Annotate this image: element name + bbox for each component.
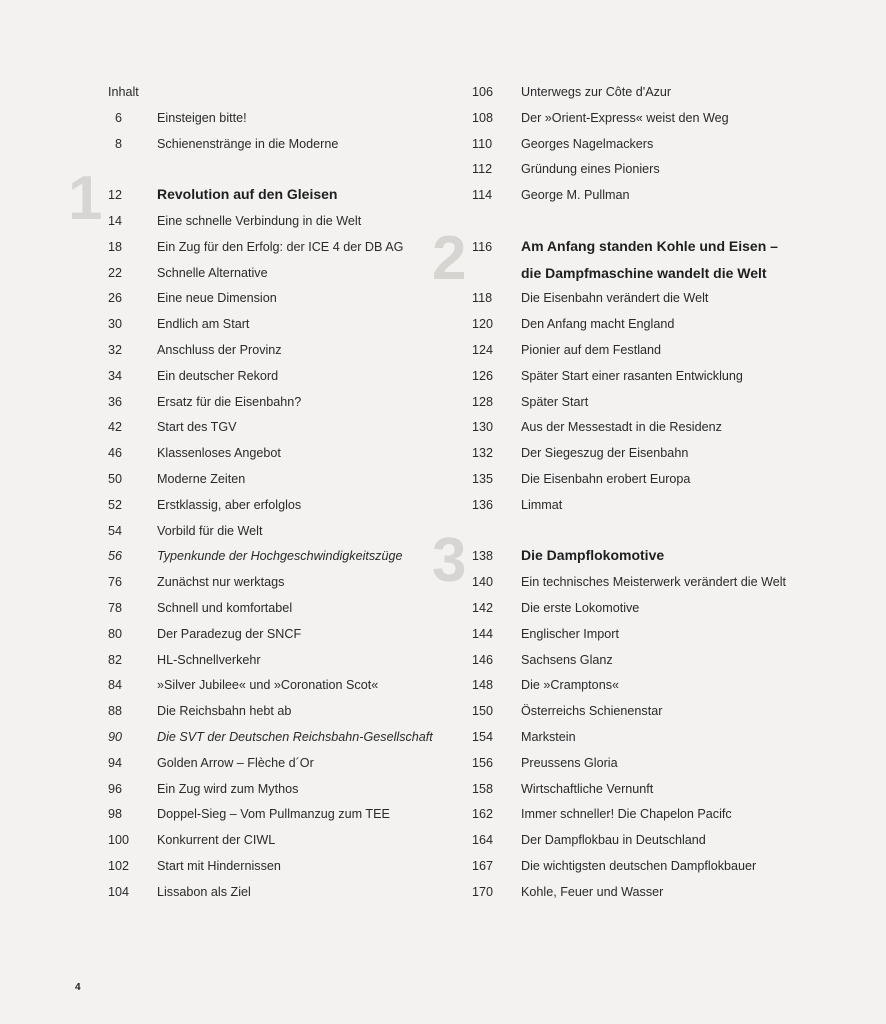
toc-entry[interactable] — [108, 213, 438, 239]
toc-page: 110 — [472, 136, 493, 151]
toc-page: 22 — [108, 265, 123, 280]
toc-chapter-entry[interactable] — [108, 187, 438, 213]
toc-title: Die Eisenbahn verändert die Welt — [521, 291, 709, 306]
toc-entry[interactable] — [472, 755, 802, 781]
toc-page: 135 — [472, 471, 494, 486]
toc-entry[interactable] — [108, 394, 438, 420]
toc-entry[interactable] — [108, 419, 438, 445]
toc-title: Aus der Messestadt in die Residenz — [521, 420, 722, 435]
toc-page: 14 — [108, 213, 123, 228]
toc-entry[interactable] — [472, 342, 802, 368]
toc-page: 84 — [108, 678, 123, 693]
toc-chapter-title-continuation[interactable] — [472, 265, 802, 291]
toc-page: 142 — [472, 600, 494, 615]
toc-page: 170 — [472, 884, 494, 899]
toc-title: Eine neue Dimension — [157, 291, 277, 306]
toc-chapter-title: Am Anfang standen Kohle und Eisen – — [521, 237, 778, 254]
toc-header-label: Inhalt — [108, 85, 139, 99]
toc-title: Ein technisches Meisterwerk verändert die Welt — [521, 575, 787, 590]
toc-title: Sachsens Glanz — [521, 652, 613, 667]
toc-title: Ersatz für die Eisenbahn? — [157, 394, 302, 409]
toc-page: 76 — [108, 575, 123, 590]
toc-page: 36 — [108, 394, 123, 409]
toc-title: Moderne Zeiten — [157, 471, 246, 486]
toc-entry[interactable] — [108, 342, 438, 368]
toc-page: 12 — [108, 188, 123, 203]
toc-title: Schienenstränge in die Moderne — [157, 136, 339, 151]
toc-title: Vorbild für die Welt — [157, 523, 263, 538]
toc-entry[interactable] — [108, 445, 438, 471]
toc-page: 162 — [472, 807, 494, 822]
toc-page: 132 — [472, 446, 494, 461]
toc-title: Pionier auf dem Festland — [521, 342, 662, 357]
toc-title: Die erste Lokomotive — [521, 600, 640, 615]
toc-title: Ein deutscher Rekord — [157, 368, 279, 383]
toc-chapter-title: Die Dampflokomotive — [521, 547, 665, 564]
toc-left-column — [108, 84, 438, 910]
toc-page: 106 — [472, 85, 494, 99]
toc-entry[interactable] — [472, 290, 802, 316]
toc-page: 148 — [472, 678, 494, 693]
toc-title: Typenkunde der Hochgeschwindigkeitszüge — [157, 549, 403, 564]
toc-title: Start des TGV — [157, 420, 237, 435]
toc-page: 98 — [108, 807, 123, 822]
toc-title: Anschluss der Provinz — [157, 342, 282, 357]
toc-page: 126 — [472, 368, 494, 383]
toc-page: 120 — [472, 317, 494, 332]
toc-entry[interactable] — [472, 471, 802, 497]
toc-entry[interactable] — [472, 703, 802, 729]
toc-title: Die Eisenbahn erobert Europa — [521, 471, 691, 486]
toc-title: Ein Zug für den Erfolg: der ICE 4 der DB AG — [157, 239, 404, 254]
toc-title: »Silver Jubilee« und »Coronation Scot« — [157, 678, 379, 693]
toc-entry[interactable] — [472, 161, 802, 187]
toc-page: 82 — [108, 652, 123, 667]
toc-entry[interactable] — [472, 729, 802, 755]
toc-title: Immer schneller! Die Chapelon Pacifc — [521, 807, 732, 822]
toc-entry[interactable] — [108, 471, 438, 497]
toc-title: Doppel-Sieg – Vom Pullmanzug zum TEE — [157, 807, 390, 822]
toc-page: 100 — [108, 833, 130, 848]
toc-title: Die wichtigsten deutschen Dampflokbauer — [521, 858, 757, 873]
toc-page: 56 — [108, 549, 123, 564]
toc-entry[interactable] — [472, 368, 802, 394]
toc-title: Konkurrent der CIWL — [157, 833, 276, 848]
toc-entry[interactable] — [108, 497, 438, 523]
toc-title: Start mit Hindernissen — [157, 858, 281, 873]
toc-page: 30 — [108, 317, 123, 332]
toc-entry[interactable] — [472, 497, 802, 523]
toc-entry[interactable] — [108, 703, 438, 729]
toc-entry[interactable] — [472, 781, 802, 807]
toc-title: Der Siegeszug der Eisenbahn — [521, 446, 689, 461]
toc-title: HL-Schnellverkehr — [157, 652, 261, 667]
toc-title: George M. Pullman — [521, 188, 630, 203]
chapter-number-3: 3 — [432, 526, 467, 595]
toc-title: Endlich am Start — [157, 317, 250, 332]
toc-page: 140 — [472, 575, 494, 590]
toc-entry[interactable] — [472, 806, 802, 832]
toc-chapter-title: Revolution auf den Gleisen — [157, 186, 338, 203]
toc-entry[interactable] — [108, 832, 438, 858]
toc-title: Später Start einer rasanten Entwicklung — [521, 368, 743, 383]
toc-entry[interactable] — [472, 858, 802, 884]
toc-entry[interactable] — [108, 755, 438, 781]
toc-page: 112 — [472, 162, 493, 177]
toc-spacer — [108, 161, 438, 187]
toc-title: Die SVT der Deutschen Reichsbahn-Gesellschaft — [157, 729, 433, 744]
toc-page: 18 — [108, 239, 123, 254]
toc-entry[interactable] — [108, 600, 438, 626]
toc-entry[interactable] — [108, 290, 438, 316]
toc-title: Kohle, Feuer und Wasser — [521, 884, 664, 899]
toc-page: 26 — [108, 291, 123, 306]
toc-title: Markstein — [521, 729, 576, 744]
toc-entry[interactable] — [108, 136, 438, 162]
toc-entry[interactable] — [108, 884, 438, 910]
toc-title: Wirtschaftliche Vernunft — [521, 781, 654, 796]
toc-entry[interactable] — [472, 832, 802, 858]
toc-page: 150 — [472, 704, 494, 719]
toc-page: 32 — [108, 342, 123, 357]
toc-page: 50 — [108, 471, 123, 486]
toc-entry[interactable] — [472, 574, 802, 600]
toc-page: 130 — [472, 420, 494, 435]
toc-entry[interactable] — [108, 316, 438, 342]
toc-entry[interactable] — [108, 574, 438, 600]
toc-title: Limmat — [521, 497, 563, 512]
toc-title: Später Start — [521, 394, 589, 409]
toc-page: 118 — [472, 291, 493, 306]
toc-spacer — [472, 213, 802, 239]
toc-entry[interactable] — [472, 884, 802, 910]
toc-title: Die »Cramptons« — [521, 678, 619, 693]
toc-page: 116 — [472, 239, 493, 254]
toc-entry[interactable] — [472, 187, 802, 213]
toc-entry[interactable] — [472, 394, 802, 420]
toc-title: Ein Zug wird zum Mythos — [157, 781, 299, 796]
toc-page: 167 — [472, 858, 494, 873]
toc-entry[interactable] — [108, 858, 438, 884]
toc-page: 78 — [108, 600, 123, 615]
toc-title: Lissabon als Ziel — [157, 884, 251, 899]
toc-entry[interactable] — [472, 445, 802, 471]
toc-title: Gründung eines Pioniers — [521, 162, 660, 177]
toc-page: 164 — [472, 833, 494, 848]
toc-title: Klassenloses Angebot — [157, 446, 281, 461]
toc-title: Den Anfang macht England — [521, 317, 675, 332]
toc-page: 124 — [472, 342, 494, 357]
toc-entry[interactable] — [108, 677, 438, 703]
toc-entry[interactable] — [108, 239, 438, 265]
toc-entry[interactable] — [472, 419, 802, 445]
toc-page: 138 — [472, 549, 494, 564]
toc-page: 102 — [108, 858, 130, 873]
toc-page: 80 — [108, 626, 123, 641]
toc-entry-italic[interactable] — [108, 729, 438, 755]
toc-title: Einsteigen bitte! — [157, 110, 247, 125]
toc-title: Zunächst nur werktags — [157, 575, 285, 590]
page-number: 4 — [75, 982, 81, 993]
toc-right-column — [472, 84, 802, 910]
toc-page: 96 — [108, 781, 123, 796]
toc-title: Georges Nagelmackers — [521, 136, 654, 151]
toc-page: 52 — [108, 497, 123, 512]
toc-title: Preussens Gloria — [521, 755, 618, 770]
toc-entry[interactable] — [472, 110, 802, 136]
toc-header — [108, 84, 438, 110]
toc-entry[interactable] — [472, 626, 802, 652]
toc-spacer — [472, 523, 802, 549]
toc-page: 8 — [115, 136, 123, 151]
toc-page: 128 — [472, 394, 494, 409]
toc-page: 144 — [472, 626, 494, 641]
toc-entry-italic[interactable] — [108, 548, 438, 574]
toc-entry[interactable] — [472, 600, 802, 626]
toc-page: 154 — [472, 729, 494, 744]
toc-page: 34 — [108, 368, 123, 383]
toc-chapter-entry[interactable] — [472, 548, 802, 574]
toc-title: Der Dampflokbau in Deutschland — [521, 833, 706, 848]
toc-page: 42 — [108, 420, 123, 435]
toc-page: 146 — [472, 652, 494, 667]
toc-entry[interactable] — [472, 316, 802, 342]
toc-chapter-entry[interactable] — [472, 239, 802, 265]
toc-page: 114 — [472, 188, 493, 203]
toc-title: Golden Arrow – Flèche d´Or — [157, 755, 314, 770]
toc-page: 88 — [108, 704, 123, 719]
toc-entry[interactable] — [108, 265, 438, 291]
toc-entry[interactable] — [472, 652, 802, 678]
toc-page: 108 — [472, 110, 494, 125]
toc-title: Die Reichsbahn hebt ab — [157, 704, 292, 719]
toc-entry[interactable] — [472, 84, 802, 110]
toc-entry[interactable] — [472, 136, 802, 162]
toc-page: 46 — [108, 446, 123, 461]
chapter-number-2: 2 — [432, 224, 467, 293]
toc-title: Österreichs Schienenstar — [521, 704, 663, 719]
toc-entry[interactable] — [108, 368, 438, 394]
toc-entry[interactable] — [472, 677, 802, 703]
toc-page: 158 — [472, 781, 494, 796]
toc-page: 90 — [108, 729, 123, 744]
toc-page: 6 — [115, 110, 123, 125]
toc-entry[interactable] — [108, 806, 438, 832]
toc-title: Der Paradezug der SNCF — [157, 626, 302, 641]
toc-title: Eine schnelle Verbindung in die Welt — [157, 213, 362, 228]
toc-page: 54 — [108, 523, 123, 538]
toc-page: 136 — [472, 497, 494, 512]
toc-page: 156 — [472, 755, 494, 770]
toc-page: 94 — [108, 755, 123, 770]
toc-entry[interactable] — [108, 652, 438, 678]
toc-chapter-title-line2: die Dampfmaschine wandelt die Welt — [521, 264, 767, 281]
toc-title: Erstklassig, aber erfolglos — [157, 497, 302, 512]
toc-entry[interactable] — [108, 626, 438, 652]
toc-entry[interactable] — [108, 781, 438, 807]
toc-title: Der »Orient-Express« weist den Weg — [521, 110, 729, 125]
toc-entry[interactable] — [108, 523, 438, 549]
toc-entry[interactable] — [108, 110, 438, 136]
toc-title: Schnelle Alternative — [157, 265, 268, 280]
toc-title: Unterwegs zur Côte d'Azur — [521, 85, 672, 99]
chapter-number-1: 1 — [68, 164, 103, 233]
toc-page: 104 — [108, 884, 130, 899]
toc-title: Englischer Import — [521, 626, 619, 641]
toc-title: Schnell und komfortabel — [157, 600, 293, 615]
